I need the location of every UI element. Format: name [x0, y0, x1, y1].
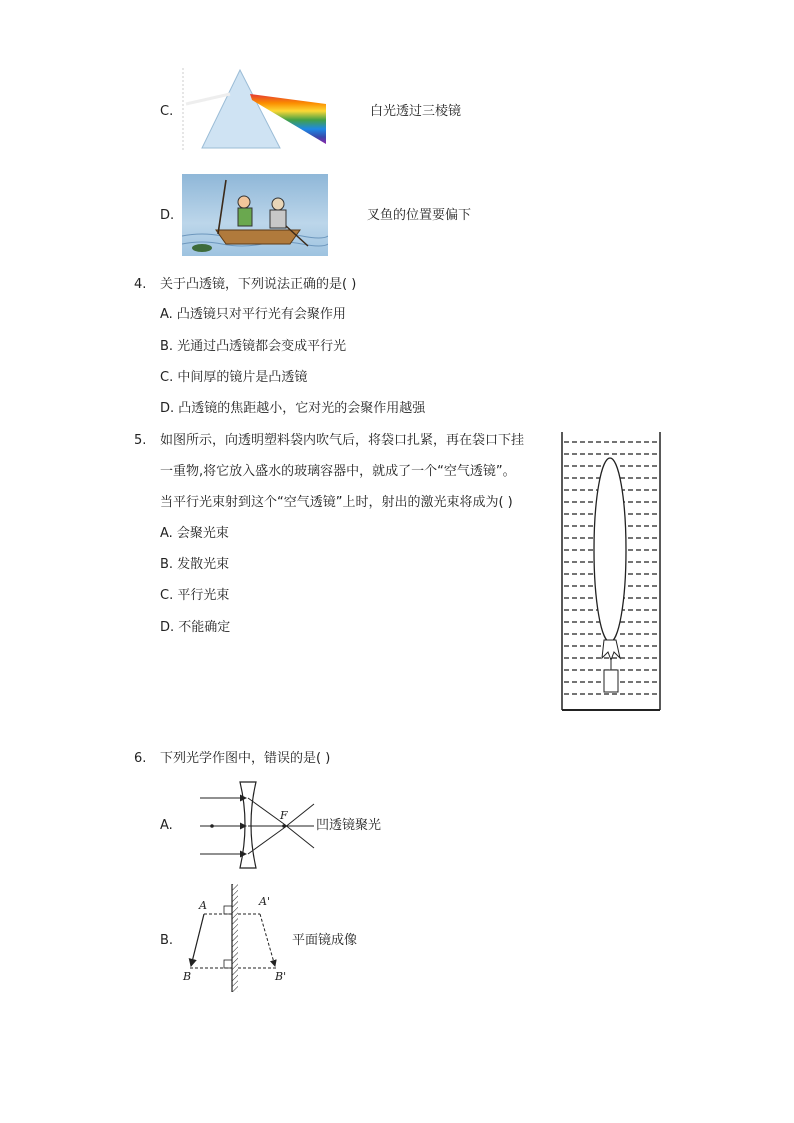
- q5-option-d: D. 不能确定: [160, 620, 231, 635]
- q5-stem-line-2: 一重物,将它放入盛水的玻璃容器中，就成了一个“空气透镜”。: [160, 464, 516, 479]
- point-a-prime-label: A': [259, 895, 270, 908]
- air-lens-container-figure: [558, 430, 664, 714]
- point-b-prime-label: B': [275, 970, 287, 983]
- q5-option-a: A. 会聚光束: [160, 526, 229, 541]
- q6-number: 6.: [134, 751, 147, 766]
- q5-option-c: C. 平行光束: [160, 588, 230, 603]
- q5-number: 5.: [134, 433, 147, 448]
- q4-stem: 关于凸透镜，下列说法正确的是( ): [160, 277, 357, 292]
- option-d-letter: D.: [160, 208, 175, 223]
- fishing-boat-figure: [182, 174, 328, 256]
- q5-option-b: B. 发散光束: [160, 557, 230, 572]
- focus-label: F: [280, 809, 288, 822]
- q5-stem-line-3: 当平行光束射到这个“空气透镜”上时，射出的激光束将成为( ): [160, 495, 513, 510]
- q5-stem-line-1: 如图所示，向透明塑料袋内吹气后，将袋口扎紧，再在袋口下挂: [160, 433, 525, 448]
- concave-lens-diagram: [196, 776, 318, 876]
- q4-option-c: C. 中间厚的镜片是凸透镜: [160, 370, 308, 385]
- q6-option-b-letter: B.: [160, 933, 174, 948]
- point-a-label: A: [199, 899, 207, 912]
- q4-option-b: B. 光通过凸透镜都会变成平行光: [160, 339, 347, 354]
- point-b-label: B: [183, 970, 192, 983]
- prism-figure: [180, 66, 330, 154]
- q6-option-a-caption: 凹透镜聚光: [316, 818, 382, 833]
- q6-stem: 下列光学作图中，错误的是( ): [160, 751, 331, 766]
- q4-option-d: D. 凸透镜的焦距越小，它对光的会聚作用越强: [160, 401, 426, 416]
- q4-option-a: A. 凸透镜只对平行光有会聚作用: [160, 307, 346, 322]
- option-c-letter: C.: [160, 104, 174, 119]
- option-d-caption: 叉鱼的位置要偏下: [367, 208, 472, 223]
- option-c-caption: 白光透过三棱镜: [370, 104, 462, 119]
- q6-option-a-letter: A.: [160, 818, 173, 833]
- q6-option-b-caption: 平面镜成像: [292, 933, 358, 948]
- q4-number: 4.: [134, 277, 147, 292]
